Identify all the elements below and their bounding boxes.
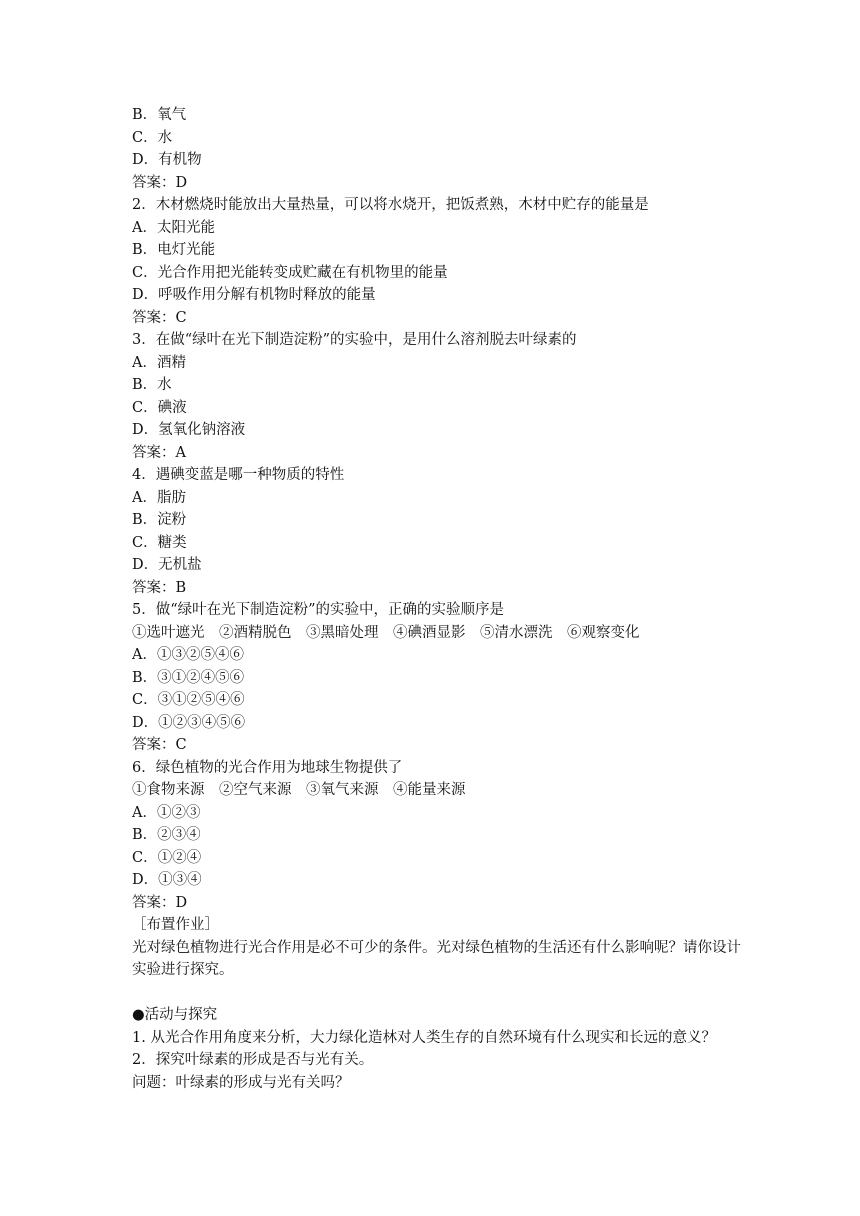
question-line: 6．绿色植物的光合作用为地球生物提供了 [132, 759, 403, 776]
option-line: D．①②③④⑤⑥ [132, 714, 246, 731]
question-line: 5．做“绿叶在光下制造淀粉”的实验中，正确的实验顺序是 [132, 602, 505, 618]
answer-line: 答案：C [132, 309, 187, 326]
option-line: A．酒精 [132, 354, 186, 371]
answer-line: 答案：D [132, 174, 188, 191]
option-line: B．②③④ [132, 827, 201, 843]
option-line: B．电灯光能 [132, 242, 216, 258]
option-line: A．太阳光能 [132, 219, 215, 236]
question-line: 3．在做“绿叶在光下制造淀粉”的实验中，是用什么溶剂脱去叶绿素的 [132, 332, 577, 348]
option-line: C．光合作用把光能转变成贮藏在有机物里的能量 [132, 264, 448, 281]
option-line: B．③①②④⑤⑥ [132, 669, 245, 686]
steps-line: ①食物来源 ②空气来源 ③氧气来源 ④能量来源 [132, 782, 466, 798]
option-line: A．①②③ [132, 804, 201, 821]
answer-line: 答案：B [132, 579, 187, 596]
activity-block [132, 1004, 742, 1094]
document-page [132, 104, 742, 1094]
spacer [132, 982, 742, 1005]
option-line: C．①②④ [132, 849, 202, 866]
homework-paragraph: 光对绿色植物进行光合作用是必不可少的条件。光对绿色植物的生活还有什么影响呢？请你设计实验进行探究。 [132, 939, 741, 978]
option-line: C．水 [132, 129, 173, 146]
answer-line: 答案：D [132, 894, 188, 911]
question-line: 4．遇碘变蓝是哪一种物质的特性 [132, 467, 345, 483]
section-heading: ［布置作业］ [132, 917, 219, 933]
question-block [132, 104, 742, 937]
option-line: C．糖类 [132, 534, 187, 551]
option-line: B．淀粉 [132, 512, 187, 528]
answer-line: 答案：C [132, 737, 187, 753]
question-line: 2．木材燃烧时能放出大量热量，可以将水烧开，把饭煮熟，木材中贮存的能量是 [132, 197, 649, 213]
section-heading: ●活动与探究 [132, 1007, 218, 1023]
option-line: C．碘液 [132, 399, 187, 416]
option-line: A．①③②⑤④⑥ [132, 647, 244, 663]
answer-line: 答案：A [132, 444, 186, 461]
option-line: B．水 [132, 377, 172, 393]
option-line: D．有机物 [132, 152, 202, 168]
option-line: A．脂肪 [132, 489, 186, 506]
option-line: D．呼吸作用分解有机物时释放的能量 [132, 287, 376, 303]
option-line: B．氧气 [132, 107, 187, 123]
steps-line: ①选叶遮光 ②酒精脱色 ③黑暗处理 ④碘酒显影 ⑤清水漂洗 ⑥观察变化 [132, 624, 640, 641]
option-line: D．氢氧化钠溶液 [132, 422, 246, 438]
option-line: D．无机盐 [132, 557, 202, 573]
activity-item: 1. 从光合作用角度来分析，大力绿化造林对人类生存的自然环境有什么现实和长远的意义？ [132, 1029, 716, 1046]
activity-item: 2．探究叶绿素的形成是否与光有关。 [132, 1052, 374, 1068]
option-line: D．①③④ [132, 872, 202, 888]
option-line: C．③①②⑤④⑥ [132, 692, 245, 708]
question-line: 问题：叶绿素的形成与光有关吗？ [132, 1074, 350, 1091]
